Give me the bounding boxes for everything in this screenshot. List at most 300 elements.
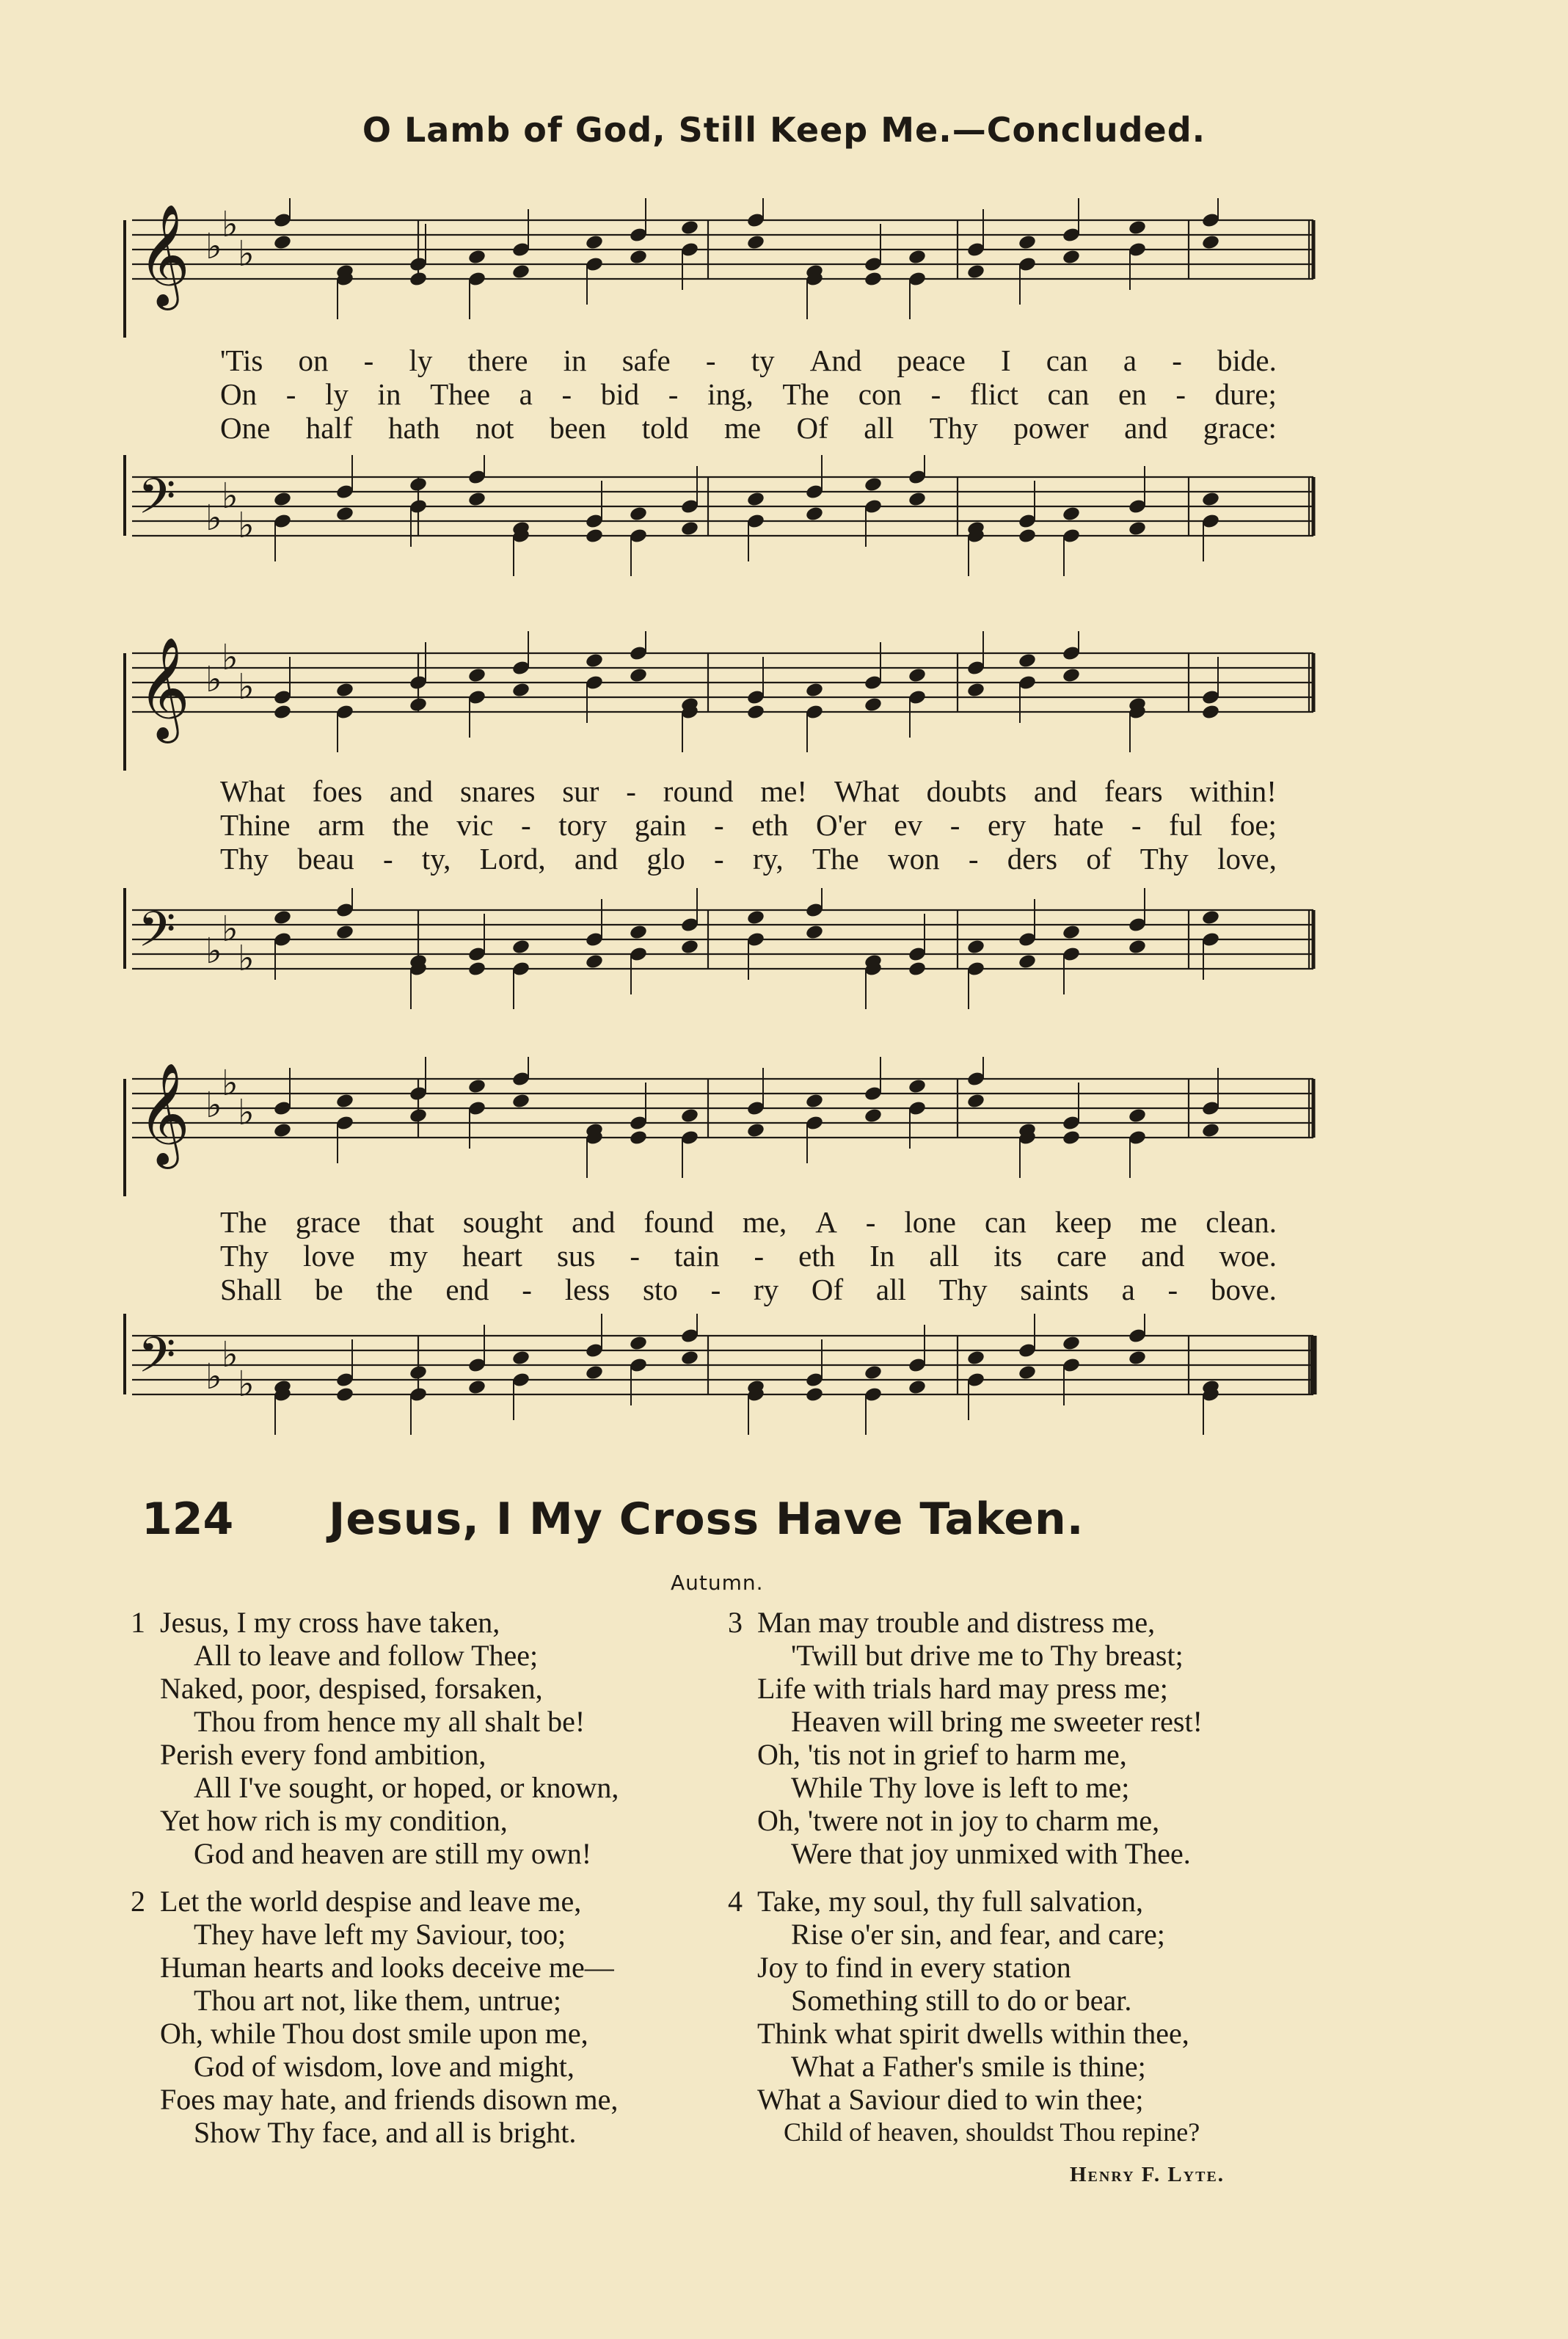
note-head — [1201, 1122, 1220, 1139]
verse-line: Show Thy face, and all is bright. — [194, 2116, 577, 2149]
lyric-syllable: - — [285, 377, 296, 411]
lyric-syllable: What — [834, 774, 900, 808]
lyric-syllable: Thy — [938, 1273, 988, 1306]
music-system-1 — [110, 198, 1321, 338]
flat-icon: ♭ — [222, 637, 238, 678]
lyric-syllable: en — [1118, 377, 1147, 411]
lyric-syllable: safe — [621, 343, 671, 377]
lyric-syllable: ery — [987, 808, 1027, 842]
bass-clef-icon: 𝄢 — [138, 901, 176, 970]
flat-icon: ♭ — [205, 659, 222, 700]
lyric-syllable: woe. — [1219, 1239, 1277, 1273]
treble-staff-3 — [110, 1057, 1321, 1196]
note-head — [1018, 953, 1037, 970]
lyric-syllable: and — [1124, 411, 1168, 445]
note-head — [629, 1130, 648, 1146]
flat-icon: ♭ — [238, 1364, 255, 1405]
verse-line: Oh, 'twere not in joy to charm me, — [757, 1804, 1160, 1837]
note-head — [908, 1078, 927, 1095]
note-head — [966, 939, 985, 956]
lyric-syllable: Of — [796, 411, 828, 445]
lyric-syllable: - — [968, 842, 979, 876]
bass-staff-2 — [110, 888, 1321, 1027]
note-head — [966, 1093, 985, 1110]
verse-line: Oh, while Thou dost smile upon me, — [160, 2017, 588, 2050]
lyric-syllable: - — [1175, 377, 1186, 411]
note-head — [1201, 909, 1220, 926]
note-head — [1018, 528, 1037, 545]
note-head — [467, 491, 486, 508]
note-head — [409, 476, 428, 493]
note-head — [467, 667, 486, 684]
lyric-syllable: - — [1131, 808, 1142, 842]
lyric-syllable: and — [572, 1205, 616, 1239]
note-head — [335, 506, 354, 523]
verse-line: All to leave and follow Thee; — [194, 1639, 539, 1672]
flat-icon: ♭ — [238, 505, 255, 546]
lyric-syllable: - — [1172, 343, 1182, 377]
lyric-syllable: a — [1123, 343, 1137, 377]
lyric-syllable: vic — [456, 808, 494, 842]
note-head — [273, 909, 292, 926]
music-system-1-bass — [110, 455, 1321, 594]
verse-line: Think what spirit dwells within thee, — [757, 2017, 1189, 2050]
lyric-line — [220, 1239, 1277, 1273]
note-head — [1062, 1335, 1081, 1352]
note-head — [680, 939, 699, 956]
note-head — [1201, 491, 1220, 508]
lyric-syllable: ders — [1007, 842, 1058, 876]
note-head — [335, 1386, 354, 1403]
lyric-syllable: ty, — [421, 842, 451, 876]
lyric-syllable: - — [865, 1205, 876, 1239]
lyric-syllable: clean. — [1206, 1205, 1277, 1239]
lyric-syllable: - — [714, 842, 724, 876]
hymn-number: 124 — [142, 1494, 234, 1545]
verse-line: What a Father's smile is thine; — [791, 2050, 1146, 2083]
lyric-syllable: told — [641, 411, 689, 445]
note-head — [409, 1107, 428, 1124]
verse-line: Perish every fond ambition, — [160, 1738, 486, 1771]
note-head — [585, 1364, 604, 1381]
note-head — [908, 961, 927, 978]
lyric-syllable: bide. — [1217, 343, 1277, 377]
note-head — [1062, 249, 1081, 266]
note-head — [966, 1350, 985, 1367]
lyric-syllable: In — [869, 1239, 895, 1273]
note-head — [273, 704, 292, 721]
lyric-line — [220, 377, 1277, 411]
lyric-syllable: On — [220, 377, 258, 411]
lyric-syllable: - — [668, 377, 679, 411]
verse-line: All I've sought, or hoped, or known, — [194, 1771, 619, 1804]
bass-staff-3 — [110, 1314, 1321, 1453]
lyric-syllable: Of — [811, 1273, 844, 1306]
note-head — [1201, 234, 1220, 251]
lyric-syllable: all — [875, 1273, 906, 1306]
verse-line: Thou from hence my all shalt be! — [194, 1705, 586, 1738]
lyric-syllable: Shall — [220, 1273, 282, 1306]
lyric-syllable: been — [549, 411, 607, 445]
lyric-syllable: snares — [459, 774, 536, 808]
note-head — [1128, 520, 1147, 537]
lyric-syllable: grace: — [1203, 411, 1277, 445]
lyric-syllable: there — [467, 343, 528, 377]
treble-clef-icon: 𝄞 — [138, 637, 190, 739]
verse-line: Joy to find in every station — [757, 1951, 1071, 1984]
lyric-syllable: round — [663, 774, 734, 808]
lyric-line — [220, 1273, 1277, 1306]
flat-icon: ♭ — [205, 1356, 222, 1397]
lyric-syllable: me! — [760, 774, 808, 808]
lyric-syllable: con — [858, 377, 902, 411]
note-head — [746, 1122, 765, 1139]
note-head — [805, 506, 824, 523]
verse-3 — [728, 1606, 1344, 1870]
verse-line: Let the world despise and leave me, — [160, 1885, 582, 1918]
lyric-syllable: ry, — [752, 842, 784, 876]
lyric-syllable: all — [929, 1239, 960, 1273]
verse-line: They have left my Saviour, too; — [194, 1918, 566, 1951]
note-head — [1018, 1364, 1037, 1381]
note-head — [1062, 506, 1081, 523]
lyric-syllable: dure; — [1214, 377, 1277, 411]
lyric-syllable: ly — [325, 377, 349, 411]
lyric-syllable: - — [705, 343, 716, 377]
verse-line: What a Saviour died to win thee; — [757, 2083, 1144, 2116]
verse-2 — [131, 1885, 747, 2149]
note-head — [409, 696, 428, 713]
lyric-syllable: flict — [969, 377, 1018, 411]
note-head — [409, 271, 428, 288]
lyric-syllable: heart — [462, 1239, 522, 1273]
verse-line: Rise o'er sin, and fear, and care; — [791, 1918, 1165, 1951]
verse-number: 3 — [728, 1606, 743, 1639]
note-head — [680, 1107, 699, 1124]
flat-icon: ♭ — [222, 1063, 238, 1104]
flat-icon: ♭ — [238, 938, 255, 979]
lyric-syllable: eth — [751, 808, 789, 842]
lyric-syllable: in — [377, 377, 401, 411]
verse-line: Heaven will bring me sweeter rest! — [791, 1705, 1203, 1738]
music-system-3 — [110, 1057, 1321, 1196]
note-head — [1201, 704, 1220, 721]
note-head — [908, 667, 927, 684]
note-head — [273, 1122, 292, 1139]
flat-icon: ♭ — [205, 498, 222, 539]
lyric-line — [220, 774, 1277, 808]
lyric-syllable: peace — [897, 343, 966, 377]
lyric-line — [220, 808, 1277, 842]
note-head — [511, 263, 530, 280]
lyric-syllable: lone — [904, 1205, 956, 1239]
lyric-syllable: One — [220, 411, 271, 445]
verse-line: Take, my soul, thy full salvation, — [757, 1885, 1144, 1918]
treble-staff-2 — [110, 631, 1321, 771]
flat-icon: ♭ — [205, 931, 222, 972]
lyric-line — [220, 343, 1277, 377]
note-head — [585, 528, 604, 545]
note-head — [335, 682, 354, 699]
lyric-syllable: foe; — [1230, 808, 1277, 842]
lyric-syllable: less — [564, 1273, 610, 1306]
lyric-syllable: sus — [556, 1239, 596, 1273]
verse-line: While Thy love is left to me; — [791, 1771, 1130, 1804]
note-head — [273, 234, 292, 251]
flat-icon: ♭ — [238, 233, 255, 274]
lyric-syllable: the — [376, 1273, 413, 1306]
verse-line: God and heaven are still my own! — [194, 1837, 592, 1870]
lyric-syllable: O'er — [815, 808, 867, 842]
verse-line: God of wisdom, love and might, — [194, 2050, 575, 2083]
lyric-syllable: within! — [1189, 774, 1277, 808]
lyric-syllable: fears — [1104, 774, 1163, 808]
lyric-syllable: Thy — [1139, 842, 1189, 876]
verse-line: Thou art not, like them, untrue; — [194, 1984, 561, 2017]
lyric-syllable: power — [1013, 411, 1089, 445]
lyric-syllable: doubts — [926, 774, 1007, 808]
hymn-author: Henry F. Lyte. — [1070, 2163, 1225, 2186]
lyric-syllable: and — [389, 774, 434, 808]
lyric-syllable: of — [1086, 842, 1112, 876]
lyric-syllable: arm — [318, 808, 365, 842]
lyric-syllable: end — [445, 1273, 489, 1306]
lyric-syllable: Lord, — [479, 842, 546, 876]
lyric-syllable: glo — [646, 842, 685, 876]
verse-line: Child of heaven, shouldst Thou repine? — [784, 2117, 1200, 2147]
lyric-syllable: half — [305, 411, 353, 445]
lyric-syllable: my — [389, 1239, 429, 1273]
lyric-syllable: sought — [462, 1205, 544, 1239]
note-head — [864, 1107, 883, 1124]
lyric-syllable: bid — [600, 377, 640, 411]
page-title: O Lamb of God, Still Keep Me.—Concluded. — [362, 110, 1206, 150]
note-head — [629, 924, 648, 941]
note-head — [864, 476, 883, 493]
note-head — [680, 219, 699, 236]
lyric-syllable: gain — [634, 808, 687, 842]
note-head — [629, 249, 648, 266]
flat-icon: ♭ — [222, 204, 238, 245]
lyric-syllable: I — [1000, 343, 1011, 377]
lyric-syllable: grace — [295, 1205, 361, 1239]
lyric-syllable: and — [574, 842, 619, 876]
lyric-syllable: - — [382, 842, 393, 876]
lyric-syllable: - — [520, 808, 531, 842]
note-head — [746, 704, 765, 721]
lyric-syllable: can — [1047, 377, 1090, 411]
note-head — [467, 249, 486, 266]
verse-line: Man may trouble and distress me, — [757, 1606, 1156, 1639]
lyric-syllable: - — [949, 808, 960, 842]
note-head — [1062, 667, 1081, 684]
note-head — [1128, 1350, 1147, 1367]
verse-number: 4 — [728, 1885, 743, 1918]
lyric-syllable: And — [809, 343, 862, 377]
flat-icon: ♭ — [238, 666, 255, 707]
lyric-syllable: sto — [642, 1273, 678, 1306]
verse-line: Were that joy unmixed with Thee. — [791, 1837, 1191, 1870]
flat-icon: ♭ — [238, 1092, 255, 1133]
lyric-syllable: eth — [798, 1239, 836, 1273]
lyric-syllable: on — [298, 343, 329, 377]
lyric-syllable: its — [993, 1239, 1023, 1273]
lyric-syllable: not — [475, 411, 514, 445]
lyric-syllable: A — [815, 1205, 837, 1239]
note-head — [805, 682, 824, 699]
note-head — [467, 1379, 486, 1396]
note-head — [467, 961, 486, 978]
note-head — [1062, 1130, 1081, 1146]
lyric-syllable: care — [1057, 1239, 1107, 1273]
lyric-syllable: keep — [1054, 1205, 1112, 1239]
note-head — [805, 1386, 824, 1403]
verse-1 — [131, 1606, 747, 1870]
hymn-header — [0, 1494, 1568, 1552]
flat-icon: ♭ — [205, 1085, 222, 1126]
verse-line: Naked, poor, despised, forsaken, — [160, 1672, 543, 1705]
lyric-syllable: The — [812, 842, 859, 876]
lyric-syllable: hate — [1053, 808, 1104, 842]
lyric-syllable: in — [563, 343, 587, 377]
note-head — [467, 1078, 486, 1095]
lyric-syllable: - — [1167, 1273, 1178, 1306]
lyric-syllable: ev — [894, 808, 923, 842]
lyric-syllable: 'Tis — [220, 343, 263, 377]
verse-line: Life with trials hard may press me; — [757, 1672, 1168, 1705]
note-head — [746, 234, 765, 251]
music-system-2-bass — [110, 888, 1321, 1027]
lyric-syllable: ful — [1169, 808, 1203, 842]
lyric-syllable: Thy — [929, 411, 978, 445]
note-head — [511, 1350, 530, 1367]
note-head — [1018, 234, 1037, 251]
note-head — [273, 491, 292, 508]
lyric-syllable: sur — [562, 774, 599, 808]
lyric-syllable: - — [754, 1239, 765, 1273]
lyric-syllable: ing, — [707, 377, 754, 411]
lyric-syllable: be — [315, 1273, 343, 1306]
lyric-syllable: tory — [558, 808, 608, 842]
lyric-syllable: Thy — [220, 842, 269, 876]
note-head — [335, 924, 354, 941]
lyric-syllable: Thee — [430, 377, 491, 411]
flat-icon: ♭ — [222, 1334, 238, 1375]
note-head — [680, 1350, 699, 1367]
note-head — [1018, 652, 1037, 669]
note-head — [585, 953, 604, 970]
lyric-syllable: love, — [1217, 842, 1277, 876]
note-head — [1062, 924, 1081, 941]
lyric-syllable: - — [714, 808, 724, 842]
note-head — [680, 520, 699, 537]
note-head — [1128, 1107, 1147, 1124]
lyric-syllable: me — [1140, 1205, 1178, 1239]
lyric-syllable: - — [930, 377, 941, 411]
note-head — [629, 506, 648, 523]
note-head — [966, 682, 985, 699]
treble-staff-1 — [110, 198, 1321, 338]
treble-clef-icon: 𝄞 — [138, 1063, 190, 1165]
treble-clef-icon: 𝄞 — [138, 204, 190, 306]
verse-4 — [728, 1885, 1344, 2149]
hymn-title: Jesus, I My Cross Have Taken. — [329, 1494, 1084, 1545]
lyric-syllable: Thy — [220, 1239, 269, 1273]
note-head — [629, 667, 648, 684]
verse-line: Oh, 'tis not in grief to harm me, — [757, 1738, 1127, 1771]
note-head — [864, 271, 883, 288]
lyric-syllable: What — [220, 774, 285, 808]
bass-clef-icon: 𝄢 — [138, 1327, 176, 1395]
lyric-syllable: - — [626, 774, 636, 808]
lyric-syllable: bove. — [1210, 1273, 1277, 1306]
lyric-syllable: the — [392, 808, 429, 842]
bass-clef-icon: 𝄢 — [138, 468, 176, 536]
note-head — [409, 1364, 428, 1381]
note-head — [1128, 939, 1147, 956]
note-head — [864, 1364, 883, 1381]
verse-line: Something still to do or bear. — [791, 1984, 1132, 2017]
lyric-syllable: found — [643, 1205, 714, 1239]
verse-line: Yet how rich is my condition, — [160, 1804, 508, 1837]
lyric-syllable: won — [887, 842, 940, 876]
lyric-syllable: ty — [751, 343, 775, 377]
note-head — [511, 682, 530, 699]
lyric-syllable: foes — [312, 774, 362, 808]
lyric-syllable: a — [519, 377, 533, 411]
note-head — [746, 909, 765, 926]
lyric-syllable: all — [864, 411, 894, 445]
lyric-syllable: saints — [1020, 1273, 1089, 1306]
note-head — [908, 491, 927, 508]
note-head — [864, 696, 883, 713]
lyric-line — [220, 842, 1277, 876]
lyric-syllable: - — [363, 343, 374, 377]
note-head — [511, 1093, 530, 1110]
lyric-syllable: - — [630, 1239, 640, 1273]
note-head — [908, 249, 927, 266]
note-head — [335, 1093, 354, 1110]
note-head — [746, 491, 765, 508]
lyric-syllable: and — [1141, 1239, 1185, 1273]
lyric-syllable: The — [220, 1205, 267, 1239]
verse-line: Human hearts and looks deceive me— — [160, 1951, 614, 1984]
note-head — [908, 1379, 927, 1396]
flat-icon: ♭ — [222, 909, 238, 950]
music-system-2 — [110, 631, 1321, 771]
lyric-syllable: that — [389, 1205, 434, 1239]
lyric-syllable: - — [561, 377, 572, 411]
lyric-syllable: can — [984, 1205, 1027, 1239]
lyric-syllable: hath — [387, 411, 440, 445]
note-head — [805, 1093, 824, 1110]
note-head — [629, 1335, 648, 1352]
verse-line: Foes may hate, and friends disown me, — [160, 2083, 619, 2116]
lyric-syllable: - — [710, 1273, 721, 1306]
music-system-3-bass — [110, 1314, 1321, 1453]
note-head — [966, 263, 985, 280]
lyric-syllable: ly — [409, 343, 433, 377]
verse-line: 'Twill but drive me to Thy breast; — [791, 1639, 1184, 1672]
lyric-syllable: beau — [297, 842, 354, 876]
lyric-syllable: The — [782, 377, 830, 411]
note-head — [585, 652, 604, 669]
lyric-syllable: - — [522, 1273, 532, 1306]
verse-line: Jesus, I my cross have taken, — [160, 1606, 500, 1639]
verse-number: 1 — [131, 1606, 145, 1639]
lyric-syllable: ry — [753, 1273, 779, 1306]
lyric-syllable: me — [723, 411, 762, 445]
